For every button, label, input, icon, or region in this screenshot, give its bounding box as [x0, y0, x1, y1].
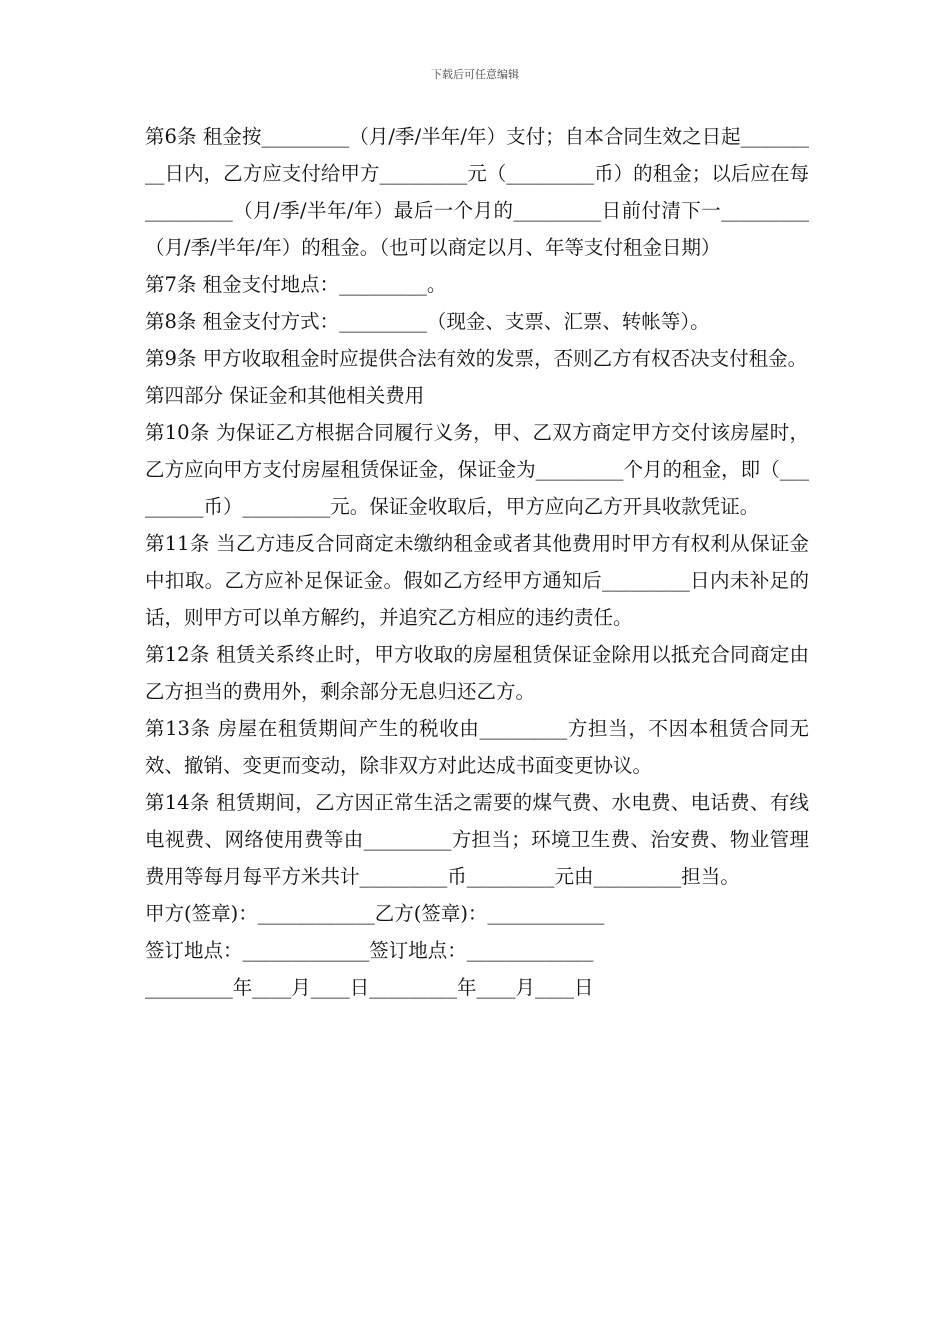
signature-parties: 甲方(签章)：____________乙方(签章)：____________ — [145, 902, 605, 925]
contract-body — [145, 118, 809, 1006]
section-heading-part-4: 第四部分 保证金和其他相关费用 — [145, 384, 425, 407]
clause-12: 第12条 租赁关系终止时，甲方收取的房屋租赁保证金除用以抵充合同商定由乙方担当的费用外，剩余部分无息归还乙方。 — [145, 643, 809, 703]
clause-9: 第9条 甲方收取租金时应提供合法有效的发票，否则乙方有权否决支付租金。 — [145, 347, 808, 370]
clause-10: 第10条 为保证乙方根据合同履行义务，甲、乙双方商定甲方交付该房屋时，乙方应向甲方支付房屋租赁保证金，保证金为_________个月的租金，即（_________币）_________元。保证金收取后，甲方应向乙方开具收款凭证。 — [145, 421, 809, 518]
clause-7: 第7条 租金支付地点：_________。 — [145, 273, 447, 296]
signature-dates: _________年____月____日_________年____月____日 — [145, 976, 594, 999]
signature-places: 签订地点：_____________签订地点：_____________ — [145, 939, 594, 962]
clause-6: 第6条 租金按_________（月/季/半年/年）支付；自本合同生效之日起_________日内，乙方应支付给甲方_________元（_________币）的租金；以后应在每_________（月/季/半年/年）最后一个月的_________日前付清下一_________（月/季/半年/年）的租金。（也可以商定以月、年等支付租金日期） — [145, 125, 809, 259]
clause-8: 第8条 租金支付方式：_________（现金、支票、汇票、转帐等）。 — [145, 310, 710, 333]
header-note: 下载后可任意编辑 — [431, 68, 519, 81]
clause-11: 第11条 当乙方违反合同商定未缴纳租金或者其他费用时甲方有权利从保证金中扣取。乙方应补足保证金。假如乙方经甲方通知后_________日内未补足的话，则甲方可以单方解约，并追究乙方相应的违约责任。 — [145, 532, 809, 629]
clause-14: 第14条 租赁期间，乙方因正常生活之需要的煤气费、水电费、电话费、有线电视费、网络使用费等由_________方担当；环境卫生费、治安费、物业管理费用等每月每平方米共计_________币_________元由_________担当。 — [145, 791, 809, 888]
clause-13: 第13条 房屋在租赁期间产生的税收由_________方担当，不因本租赁合同无效、撤销、变更而变动，除非双方对此达成书面变更协议。 — [145, 717, 809, 777]
